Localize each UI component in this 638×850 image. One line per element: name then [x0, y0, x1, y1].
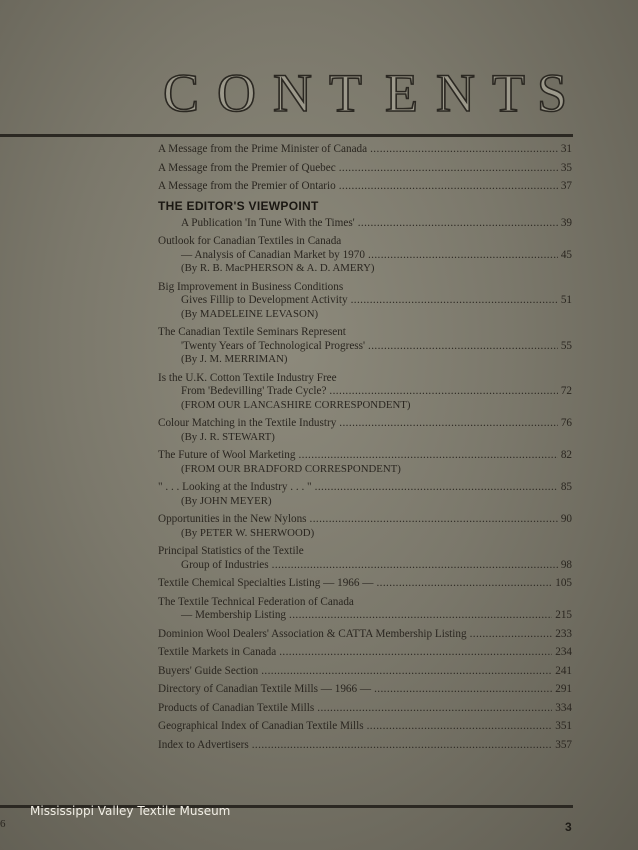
- leader-dots: [358, 217, 558, 231]
- title-letter: O: [217, 63, 256, 123]
- toc-entry: [158, 545, 572, 572]
- toc-entry-line: [158, 739, 572, 753]
- toc-entry-text: — Analysis of Canadian Market by 1970: [181, 248, 365, 261]
- toc-entry-text: Textile Markets in Canada: [158, 646, 277, 658]
- toc-entry-line: [158, 665, 572, 679]
- title-letter: T: [329, 63, 362, 123]
- toc-byline: (By J. R. STEWART): [181, 430, 275, 443]
- toc-page-number: 351: [555, 720, 572, 732]
- toc-entry-line: [158, 577, 572, 591]
- toc-entry-text: Group of Industries: [181, 558, 269, 571]
- toc-page-number: 72: [560, 385, 572, 397]
- toc-entry-line: [158, 385, 572, 399]
- toc-entry: [158, 326, 572, 367]
- toc-page-number: 291: [555, 683, 572, 695]
- toc-page-number: 31: [560, 143, 572, 155]
- title-letter: N: [273, 63, 312, 123]
- toc-entry-line: [158, 372, 572, 386]
- toc-entry-text: The Canadian Textile Seminars Represent: [158, 326, 346, 338]
- toc-entry: [158, 217, 572, 231]
- toc-entry-text: Gives Fillip to Development Activity: [181, 294, 348, 306]
- toc-entry-text: From 'Bedevilling' Trade Cycle?: [181, 385, 327, 397]
- toc-entry-text: Principal Statistics of the Textile: [158, 545, 304, 557]
- toc-entry-text: Textile Chemical Specialties Listing — 1966 —: [158, 577, 374, 589]
- toc-entry-line: [158, 559, 572, 573]
- toc-entry: [158, 417, 572, 444]
- toc-entry-line: [158, 513, 572, 527]
- toc-entry: [158, 513, 572, 540]
- toc-page-number: 357: [555, 738, 572, 751]
- toc-byline: (FROM OUR LANCASHIRE CORRESPONDENT): [181, 398, 411, 411]
- toc-entry-line: [158, 417, 572, 431]
- toc-byline: (By JOHN MEYER): [181, 494, 272, 507]
- leader-dots: [368, 249, 558, 263]
- toc-entry-line: [158, 281, 572, 295]
- toc-entry-text: Outlook for Canadian Textiles in Canada: [158, 235, 342, 247]
- table-of-contents: [158, 143, 572, 757]
- toc-page-number: 215: [555, 609, 572, 621]
- leader-dots: [339, 180, 558, 194]
- toc-entry-text: Is the U.K. Cotton Textile Industry Free: [158, 371, 337, 384]
- toc-entry: [158, 596, 572, 623]
- toc-entry-text: Products of Canadian Textile Mills: [158, 701, 315, 714]
- leader-dots: [339, 417, 558, 431]
- leader-dots: [317, 702, 552, 716]
- toc-page-number: 76: [560, 417, 572, 429]
- toc-entry: [158, 372, 572, 413]
- toc-page-number: 55: [560, 339, 572, 352]
- toc-page-number: 39: [560, 216, 572, 229]
- toc-entry: [158, 720, 572, 734]
- toc-entry-line: [158, 596, 572, 610]
- toc-entry-text: 'Twenty Years of Technological Progress': [181, 339, 366, 352]
- toc-entry-text: Opportunities in the New Nylons: [158, 513, 307, 525]
- toc-entry-line: [158, 702, 572, 716]
- toc-page-number: 234: [555, 646, 572, 658]
- toc-entry-text: — Membership Listing: [181, 609, 287, 621]
- toc-entry-text: Dominion Wool Dealers' Association & CATTA Membership Listing: [158, 627, 467, 640]
- leader-dots: [315, 481, 558, 495]
- toc-entry-text: Index to Advertisers: [158, 738, 249, 751]
- leader-dots: [370, 143, 558, 157]
- leader-dots: [339, 162, 558, 176]
- toc-byline: (By R. B. MacPHERSON & A. D. AMERY): [181, 262, 375, 274]
- toc-entry-text: A Message from the Premier of Ontario: [158, 180, 336, 192]
- toc-page-number: 105: [555, 577, 572, 589]
- toc-entry-line: [158, 628, 572, 642]
- toc-entry-line: [158, 646, 572, 660]
- toc-entry-line: [158, 294, 572, 308]
- toc-entry-line: [158, 449, 572, 463]
- toc-entry: [158, 739, 572, 753]
- toc-page-number: 85: [560, 481, 572, 493]
- toc-entry-line: [158, 683, 572, 697]
- leader-dots: [252, 739, 552, 753]
- toc-byline: (By MADELEINE LEVASON): [181, 307, 319, 320]
- toc-entry: [158, 235, 572, 276]
- toc-entry: [158, 180, 572, 194]
- toc-page-number: 233: [555, 627, 572, 640]
- toc-entry-text: A Message from the Premier of Quebec: [158, 161, 336, 174]
- toc-page-number: 45: [560, 248, 572, 261]
- toc-entry: [158, 481, 572, 508]
- toc-entry-text: A Publication 'In Tune With the Times': [181, 216, 355, 229]
- toc-page-number: 90: [560, 513, 572, 525]
- toc-page-number: 98: [560, 558, 572, 571]
- leader-dots: [298, 449, 557, 463]
- leader-dots: [470, 628, 553, 642]
- toc-entry: [158, 628, 572, 642]
- toc-entry-line: [158, 720, 572, 734]
- toc-entry-text: The Textile Technical Federation of Canada: [158, 595, 354, 608]
- leader-dots: [376, 577, 552, 591]
- toc-entry-line: [158, 326, 572, 340]
- toc-entry-text: Big Improvement in Business Conditions: [158, 280, 344, 293]
- toc-page-number: 334: [555, 701, 572, 714]
- toc-entry: [158, 281, 572, 322]
- toc-entry-line: [158, 235, 572, 249]
- toc-entry-line: [158, 545, 572, 559]
- toc-byline: (By J. M. MERRIMAN): [181, 353, 288, 365]
- toc-entry: [158, 449, 572, 476]
- leader-dots: [272, 559, 558, 573]
- toc-entry-text: A Message from the Prime Minister of Canada: [158, 143, 368, 155]
- toc-entry: [158, 646, 572, 660]
- toc-entry-text: Geographical Index of Canadian Textile Mills: [158, 720, 364, 732]
- toc-byline: (FROM OUR BRADFORD CORRESPONDENT): [181, 462, 401, 475]
- toc-editorial-entries: [158, 217, 572, 753]
- toc-entry: [158, 683, 572, 697]
- toc-entry-line: [158, 340, 572, 354]
- toc-entry-line: [158, 217, 572, 231]
- toc-entry: [158, 162, 572, 176]
- watermark: Mississippi Valley Textile Museum: [30, 804, 231, 818]
- toc-entry-line: [158, 481, 572, 495]
- toc-intro-entries: [158, 143, 572, 194]
- toc-entry-text: Directory of Canadian Textile Mills — 1966 —: [158, 683, 372, 695]
- leader-dots: [329, 385, 557, 399]
- leader-dots: [374, 683, 552, 697]
- leader-dots: [368, 340, 558, 354]
- toc-page-number: 37: [560, 180, 572, 192]
- title-letter: T: [492, 63, 525, 123]
- toc-entry: [158, 577, 572, 591]
- leader-dots: [351, 294, 558, 308]
- toc-entry-line: [158, 180, 572, 194]
- title-letter: N: [436, 63, 475, 123]
- leader-dots: [279, 646, 552, 660]
- toc-entry-line: [158, 162, 572, 176]
- toc-entry: [158, 143, 572, 157]
- section-heading: THE EDITOR'S VIEWPOINT: [158, 198, 319, 213]
- toc-entry-line: [158, 249, 572, 263]
- title-letter: C: [163, 63, 200, 123]
- title-letter: S: [537, 63, 568, 123]
- toc-entry: [158, 665, 572, 679]
- leader-dots: [289, 609, 552, 623]
- toc-entry: [158, 702, 572, 716]
- leader-dots: [367, 720, 553, 734]
- toc-page-number: 82: [560, 449, 572, 461]
- toc-page-number: 51: [560, 294, 572, 306]
- toc-entry-text: Buyers' Guide Section: [158, 664, 259, 677]
- footer-left-number: 6: [0, 818, 6, 830]
- toc-byline: (By PETER W. SHERWOOD): [181, 526, 315, 539]
- leader-dots: [310, 513, 558, 527]
- toc-entry-line: [158, 609, 572, 623]
- toc-entry-text: " . . . Looking at the Industry . . . ": [158, 481, 312, 493]
- contents-title: [0, 58, 638, 128]
- toc-entry-line: [158, 143, 572, 157]
- toc-entry-text: The Future of Wool Marketing: [158, 449, 296, 461]
- leader-dots: [261, 665, 552, 679]
- top-rule: [0, 134, 573, 137]
- toc-page-number: 241: [555, 664, 572, 677]
- title-letter: E: [385, 63, 418, 123]
- toc-page-number: 35: [560, 161, 572, 174]
- page-number: 3: [565, 820, 572, 834]
- toc-entry-text: Colour Matching in the Textile Industry: [158, 417, 337, 429]
